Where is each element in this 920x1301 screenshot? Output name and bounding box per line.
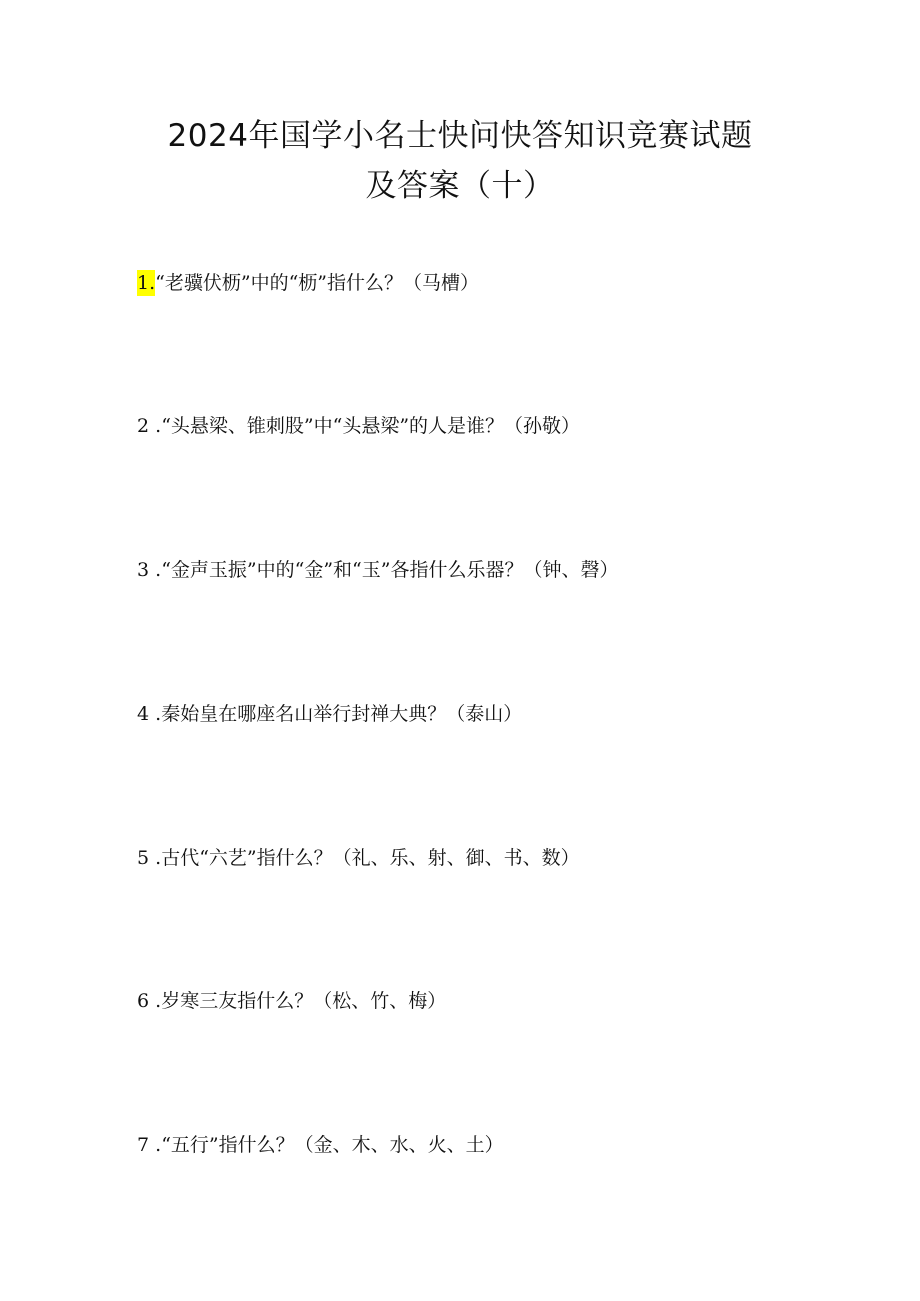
question-text-3: “金声玉振”中的“金”和“玉”各指什么乐器？（钟、磬） xyxy=(161,559,619,581)
question-text-5: 古代“六艺”指什么？（礼、乐、射、御、书、数） xyxy=(161,847,580,869)
question-number-2: 2 xyxy=(137,415,150,437)
question-item-6 xyxy=(137,988,446,1014)
question-item-5 xyxy=(137,845,580,871)
question-number-1: 1. xyxy=(137,272,156,294)
question-separator-4: . xyxy=(149,703,162,725)
question-number-6: 6 xyxy=(137,990,150,1012)
question-number-3: 3 xyxy=(137,559,150,581)
question-separator-7: . xyxy=(149,1134,162,1156)
question-separator-5: . xyxy=(149,847,162,869)
question-item-7 xyxy=(137,1132,504,1158)
question-text-2: “头悬梁、锥刺股”中“头悬梁”的人是谁？（孙敬） xyxy=(161,415,581,437)
question-separator-2: . xyxy=(149,415,162,437)
question-text-1: “老骥伏枥”中的“枥”指什么？（马槽） xyxy=(155,272,479,294)
question-item-3 xyxy=(137,557,618,583)
question-item-2 xyxy=(137,413,580,439)
document-title-line-2: 及答案（十） xyxy=(365,168,555,204)
question-text-4: 秦始皇在哪座名山举行封禅大典？（泰山） xyxy=(161,703,523,725)
question-item-1 xyxy=(137,270,479,296)
question-item-4 xyxy=(137,701,522,727)
question-number-7: 7 xyxy=(137,1134,150,1156)
question-number-4: 4 xyxy=(137,703,150,725)
question-text-6: 岁寒三友指什么？（松、竹、梅） xyxy=(161,990,447,1012)
question-number-5: 5 xyxy=(137,847,150,869)
question-separator-6: . xyxy=(149,990,162,1012)
document-title-line-1: 2024年国学小名士快问快答知识竞赛试题 xyxy=(167,118,753,154)
question-text-7: “五行”指什么？（金、木、水、火、土） xyxy=(161,1134,504,1156)
question-separator-3: . xyxy=(149,559,162,581)
